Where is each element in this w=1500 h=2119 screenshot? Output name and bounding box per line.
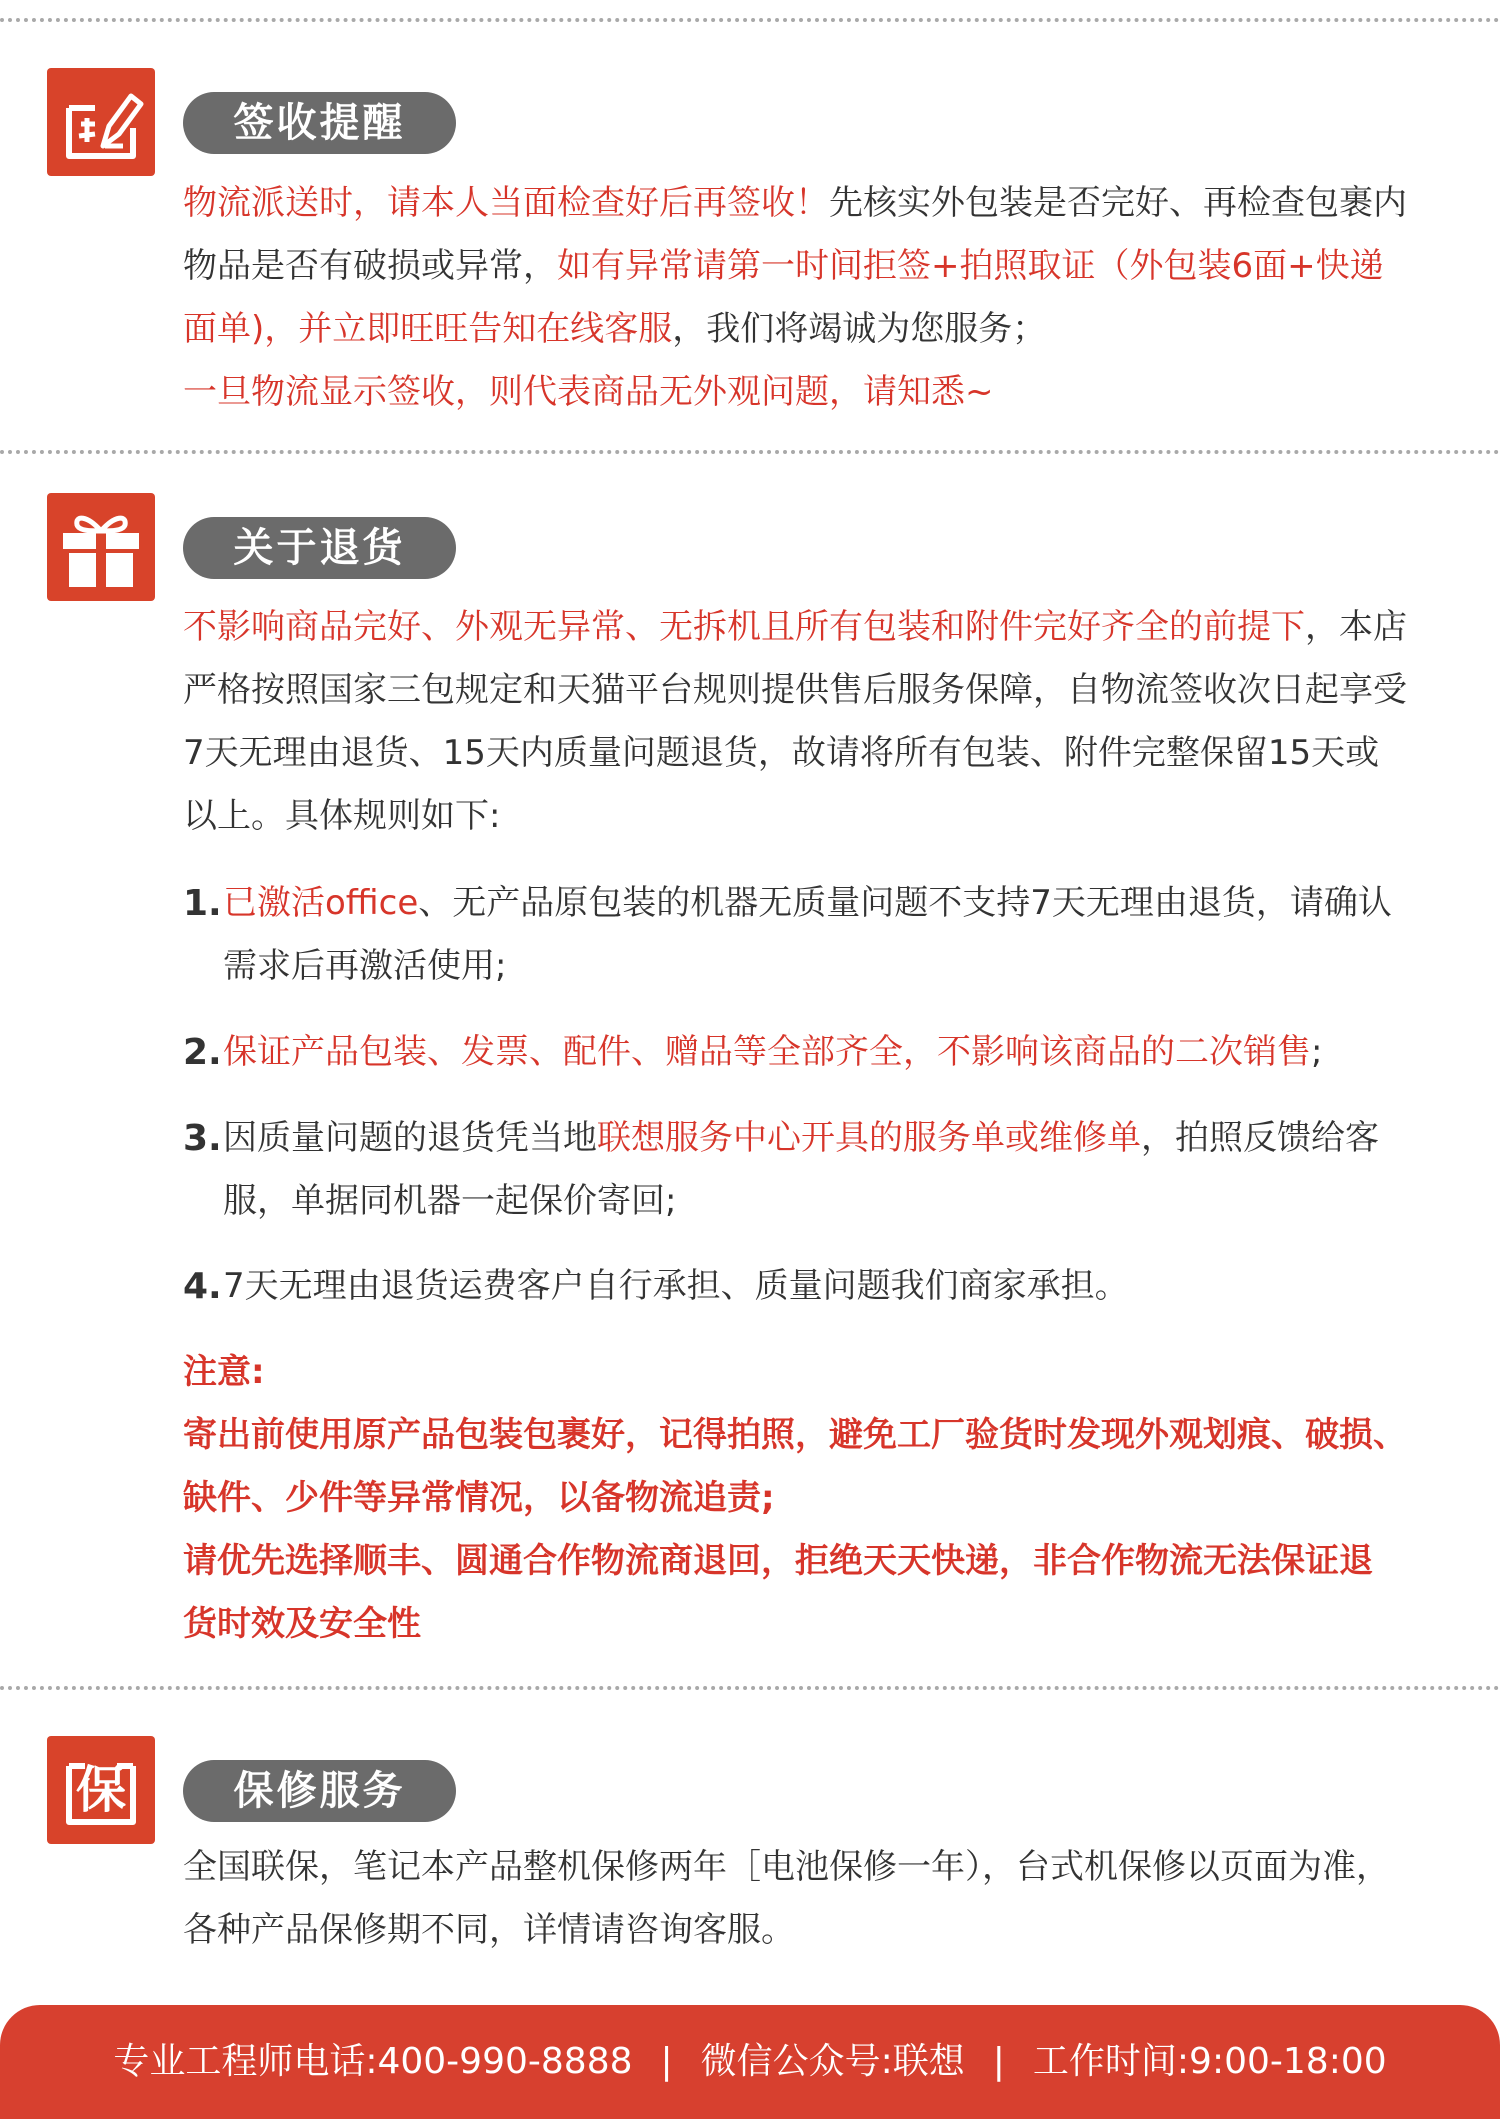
- note-title: 注意:: [183, 1352, 265, 1392]
- footer-phone: 专业工程师电话:400-990-8888: [113, 2041, 633, 2082]
- rule-gray-text: ;: [1311, 1032, 1323, 1072]
- footer-wechat: 微信公众号:联想: [700, 2041, 965, 2082]
- warranty-icon-char: 保: [76, 1761, 126, 1819]
- return-rule-3: [183, 1107, 1413, 1233]
- divider-2: [0, 1686, 1500, 1690]
- return-rule-4: [183, 1255, 1413, 1318]
- footer-hours: 工作时间:9:00-18:00: [1032, 2041, 1387, 2082]
- rule-number: 1.: [183, 883, 222, 924]
- rule-text: [223, 1107, 1413, 1233]
- section-title-returns: 关于退货: [183, 517, 456, 579]
- sign-pen-icon: [47, 68, 155, 176]
- note-1: 寄出前使用原产品包装包裹好，记得拍照，避免工厂验货时发现外观划痕、破损、 缺件、少件等异常情况，以备物流追责;: [183, 1415, 1407, 1518]
- rule-gray-text: 、无产品原包装的机器无质量问题不支持7天无理由退货，请确认需求后再激活使用;: [223, 883, 1392, 986]
- rule-number: 3.: [183, 1118, 222, 1159]
- divider-1: [0, 450, 1500, 454]
- signing-red-1: 物流派送时，请本人当面检查好后再签收！: [183, 183, 829, 223]
- top-divider: [0, 18, 1500, 22]
- signing-paragraph: [183, 172, 1408, 424]
- rule-number: 2.: [183, 1032, 222, 1073]
- rule-gray-text: 因质量问题的退货凭当地: [223, 1118, 597, 1158]
- rule-red-text: 保证产品包装、发票、配件、赠品等全部齐全，不影响该商品的二次销售: [223, 1032, 1311, 1072]
- rule-gray-text: 7天无理由退货运费客户自行承担、质量问题我们商家承担。: [223, 1266, 1129, 1306]
- returns-intro-red: 不影响商品完好、外观无异常、无拆机且所有包装和附件完好齐全的前提下: [183, 607, 1305, 647]
- note-2: 请优先选择顺丰、圆通合作物流商退回，拒绝天天快递，非合作物流无法保证退 货时效及安全性: [183, 1541, 1373, 1644]
- gift-box-icon: [47, 493, 155, 601]
- signing-red-3: 一旦物流显示签收，则代表商品无外观问题，请知悉~: [183, 372, 994, 412]
- signing-red-2: 如有异常请第一时间拒签+拍照取证（外包装6面+快递面单)，并立即旺旺告知在线客服: [183, 246, 1384, 349]
- signing-gray-2: ，我们将竭诚为您服务；: [672, 309, 1047, 349]
- rule-gray-text: ，拍照反馈给客服，单据同机器一起保价寄回;: [223, 1118, 1379, 1221]
- warranty-text: 全国联保，笔记本产品整机保修两年［电池保修一年），台式机保修以页面为准， 各种产品保修期不同，详情请咨询客服。: [183, 1847, 1390, 1950]
- returns-intro-gray: ，本店严格按照国家三包规定和天猫平台规则提供售后服务保障，自物流签收次日起享受7天无理由退货、15天内质量问题退货，故请将所有包装、附件完整保留15天或以上。具体规则如下:: [183, 607, 1407, 836]
- rule-red-text: 联想服务中心开具的服务单或维修单: [597, 1118, 1141, 1158]
- rule-text: [223, 1255, 1413, 1318]
- return-rule-1: [183, 872, 1413, 998]
- section-title-warranty: 保修服务: [183, 1760, 456, 1822]
- rule-number: 4.: [183, 1266, 222, 1307]
- footer-separator: |: [660, 2041, 673, 2082]
- return-rule-2: [183, 1021, 1413, 1084]
- warranty-bao-icon: [47, 1736, 155, 1844]
- returns-intro: [183, 596, 1408, 848]
- rule-text: [223, 1021, 1413, 1084]
- rule-red-text: 已激活office: [223, 883, 419, 923]
- signing-gray-1: 先核实外包装是否完好、再检查包裹内物品是否有破损或异常，: [183, 183, 1407, 286]
- footer-separator: |: [992, 2041, 1005, 2082]
- rule-text: [223, 872, 1413, 998]
- returns-note: [183, 1341, 1408, 1656]
- contact-footer: [0, 2005, 1500, 2119]
- section-title-signing: 签收提醒: [183, 92, 456, 154]
